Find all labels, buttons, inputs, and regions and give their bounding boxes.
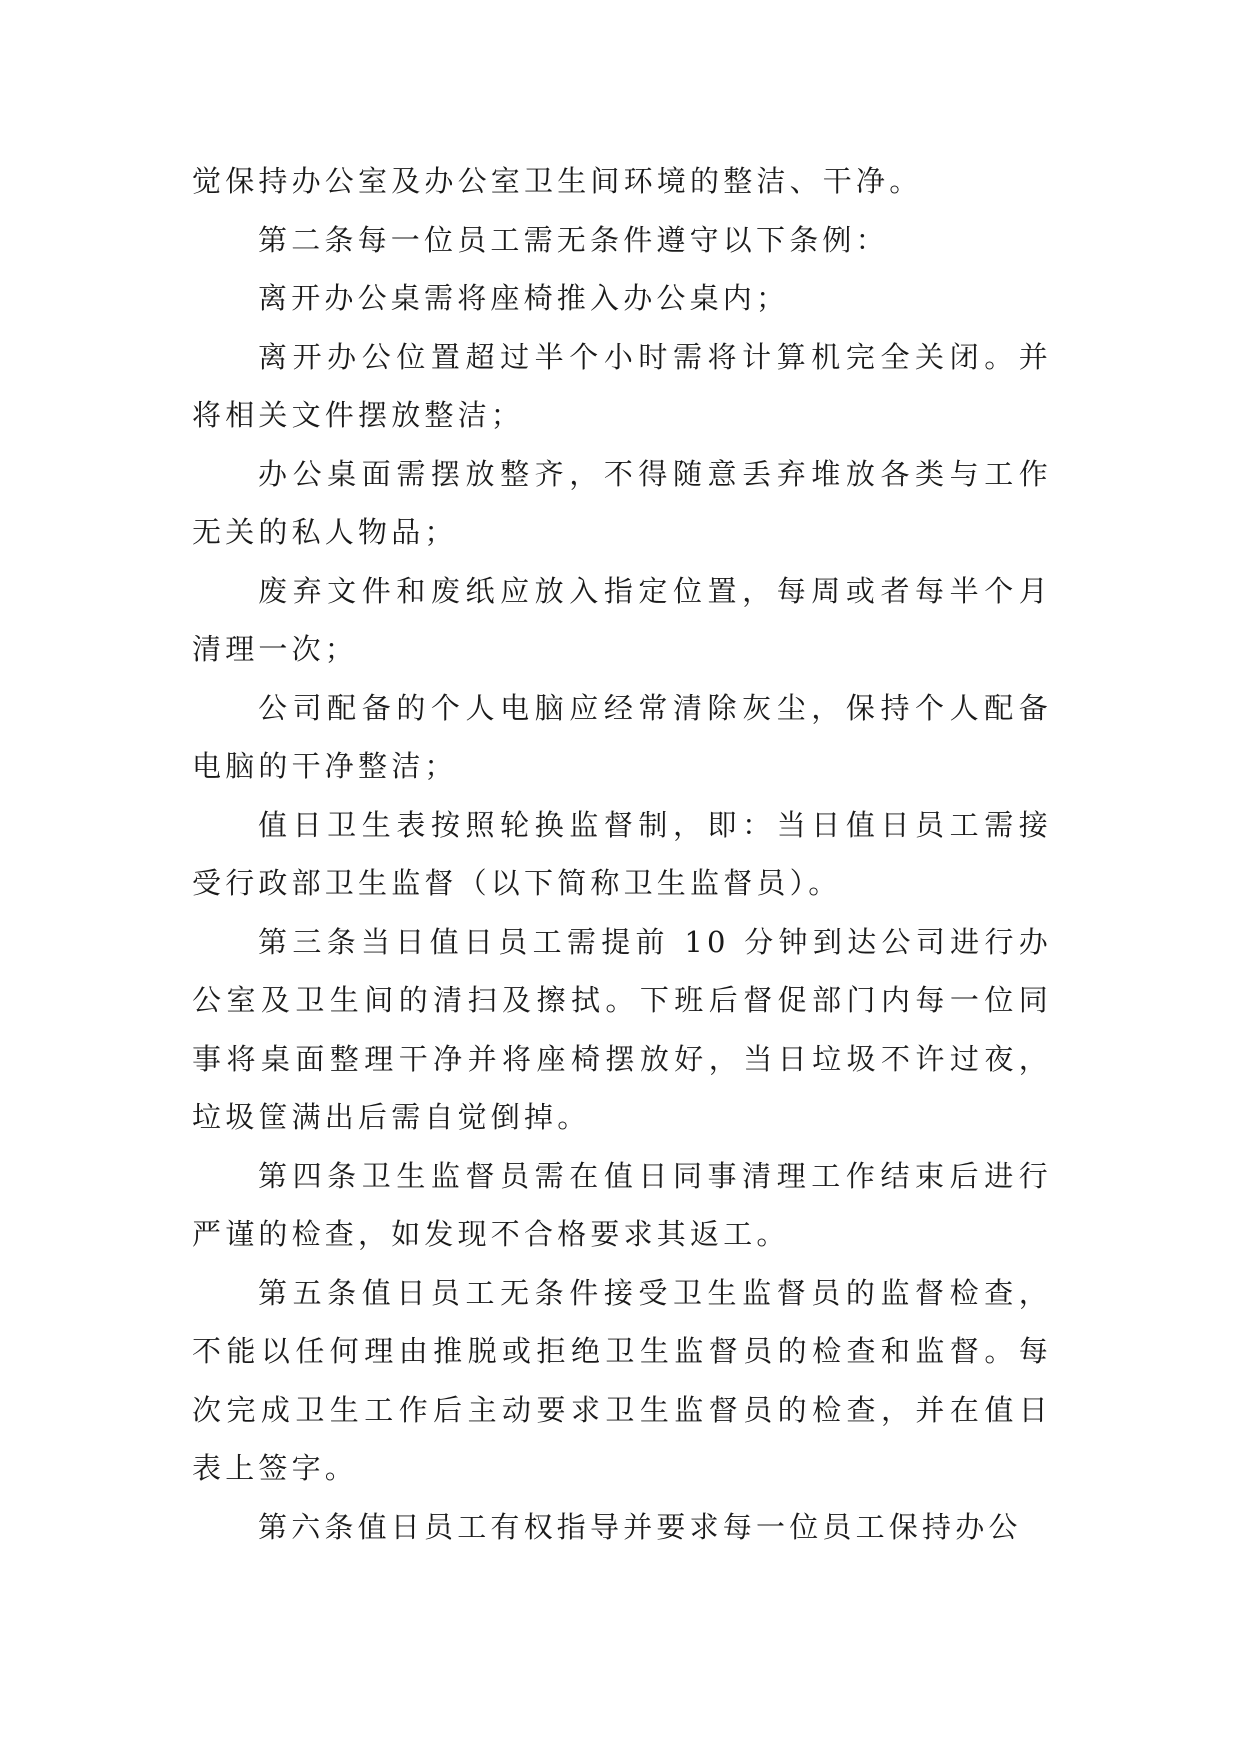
paragraph-rule-rotation: 值日卫生表按照轮换监督制，即：当日值日员工需接受行政部卫生监督（以下简称卫生监督员）。 xyxy=(192,807,1052,900)
paragraph-rule-chair: 离开办公桌需将座椅推入办公桌内； xyxy=(258,281,790,315)
paragraph-article-6: 第六条值日员工有权指导并要求每一位员工保持办公 xyxy=(258,1509,1022,1544)
paragraph-rule-desk: 办公桌面需摆放整齐，不得随意丢弃堆放各类与工作无关的私人物品； xyxy=(192,456,1052,549)
paragraph-rule-computer: 离开办公位置超过半个小时需将计算机完全关闭。并将相关文件摆放整洁； xyxy=(192,339,1052,432)
paragraph-continuation: 觉保持办公室及办公室卫生间环境的整洁、干净。 xyxy=(192,164,923,198)
paragraph-article-4: 第四条卫生监督员需在值日同事清理工作结束后进行严谨的检查，如发现不合格要求其返工。 xyxy=(192,1158,1052,1251)
paragraph-article-5: 第五条值日员工无条件接受卫生监督员的监督检查，不能以任何理由推脱或拒绝卫生监督员的检查和监督。每次完成卫生工作后主动要求卫生监督员的检查，并在值日表上签字。 xyxy=(192,1275,1052,1485)
paragraph-article-3: 第三条当日值日员工需提前 10 分钟到达公司进行办公室及卫生间的清扫及擦拭。下班后督促部门内每一位同事将桌面整理干净并将座椅摆放好，当日垃圾不许过夜，垃圾筐满出后需自觉倒掉。 xyxy=(192,924,1052,1134)
paragraph-rule-pc-dust: 公司配备的个人电脑应经常清除灰尘，保持个人配备电脑的干净整洁； xyxy=(192,690,1052,783)
paragraph-rule-waste: 废弃文件和废纸应放入指定位置，每周或者每半个月清理一次； xyxy=(192,573,1052,666)
document-body xyxy=(192,152,1052,1556)
paragraph-article-2: 第二条每一位员工需无条件遵守以下条例： xyxy=(258,222,889,257)
